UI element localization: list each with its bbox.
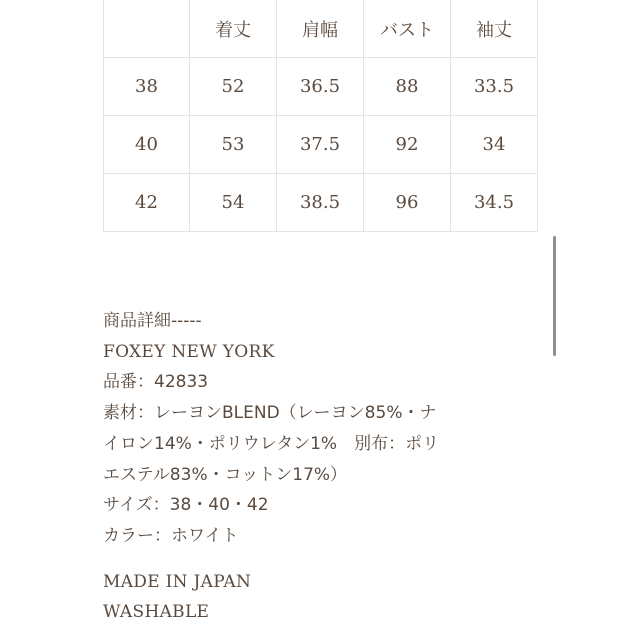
size-cell: 38	[104, 58, 190, 116]
item-number: 品番：42833	[103, 372, 209, 393]
size-cell: 42	[104, 174, 190, 232]
table-row	[104, 58, 538, 116]
sleeve-length-header-cell: 袖丈	[451, 0, 538, 58]
washable-label: WASHABLE	[103, 602, 210, 623]
made-in-label: MADE IN JAPAN	[103, 571, 252, 592]
available-sizes: サイズ：38・40・42	[103, 495, 269, 516]
shoulder-width-cell: 36.5	[277, 58, 364, 116]
product-details	[103, 306, 563, 628]
length-cell: 53	[190, 116, 277, 174]
bust-cell: 96	[364, 174, 451, 232]
sleeve-length-cell: 34.5	[451, 174, 538, 232]
size-chart-table	[103, 0, 538, 232]
length-header-cell: 着丈	[190, 0, 277, 58]
details-heading: 商品詳細-----	[103, 311, 202, 331]
shoulder-width-header-cell: 肩幅	[277, 0, 364, 58]
shoulder-width-cell: 37.5	[277, 116, 364, 174]
shoulder-width-cell: 38.5	[277, 174, 364, 232]
material-line: 素材：レーヨンBLEND（レーヨン85%・ナ	[103, 403, 437, 424]
table-row	[104, 116, 538, 174]
table-row	[104, 174, 538, 232]
length-cell: 54	[190, 174, 277, 232]
section-spacer	[103, 552, 563, 567]
bust-cell: 92	[364, 116, 451, 174]
size-cell: 40	[104, 116, 190, 174]
bust-cell: 88	[364, 58, 451, 116]
size-table-header-row	[104, 0, 538, 58]
length-cell: 52	[190, 58, 277, 116]
material-line: エステル83%・コットン17%）	[103, 464, 348, 485]
size-header-cell	[104, 0, 190, 58]
bust-header-cell: バスト	[364, 0, 451, 58]
sleeve-length-cell: 33.5	[451, 58, 538, 116]
color-info: カラー：ホワイト	[103, 525, 239, 546]
material-line: イロン14%・ポリウレタン1% 別布：ポリ	[103, 433, 440, 454]
sleeve-length-cell: 34	[451, 116, 538, 174]
brand-name: FOXEY NEW YORK	[103, 341, 275, 362]
